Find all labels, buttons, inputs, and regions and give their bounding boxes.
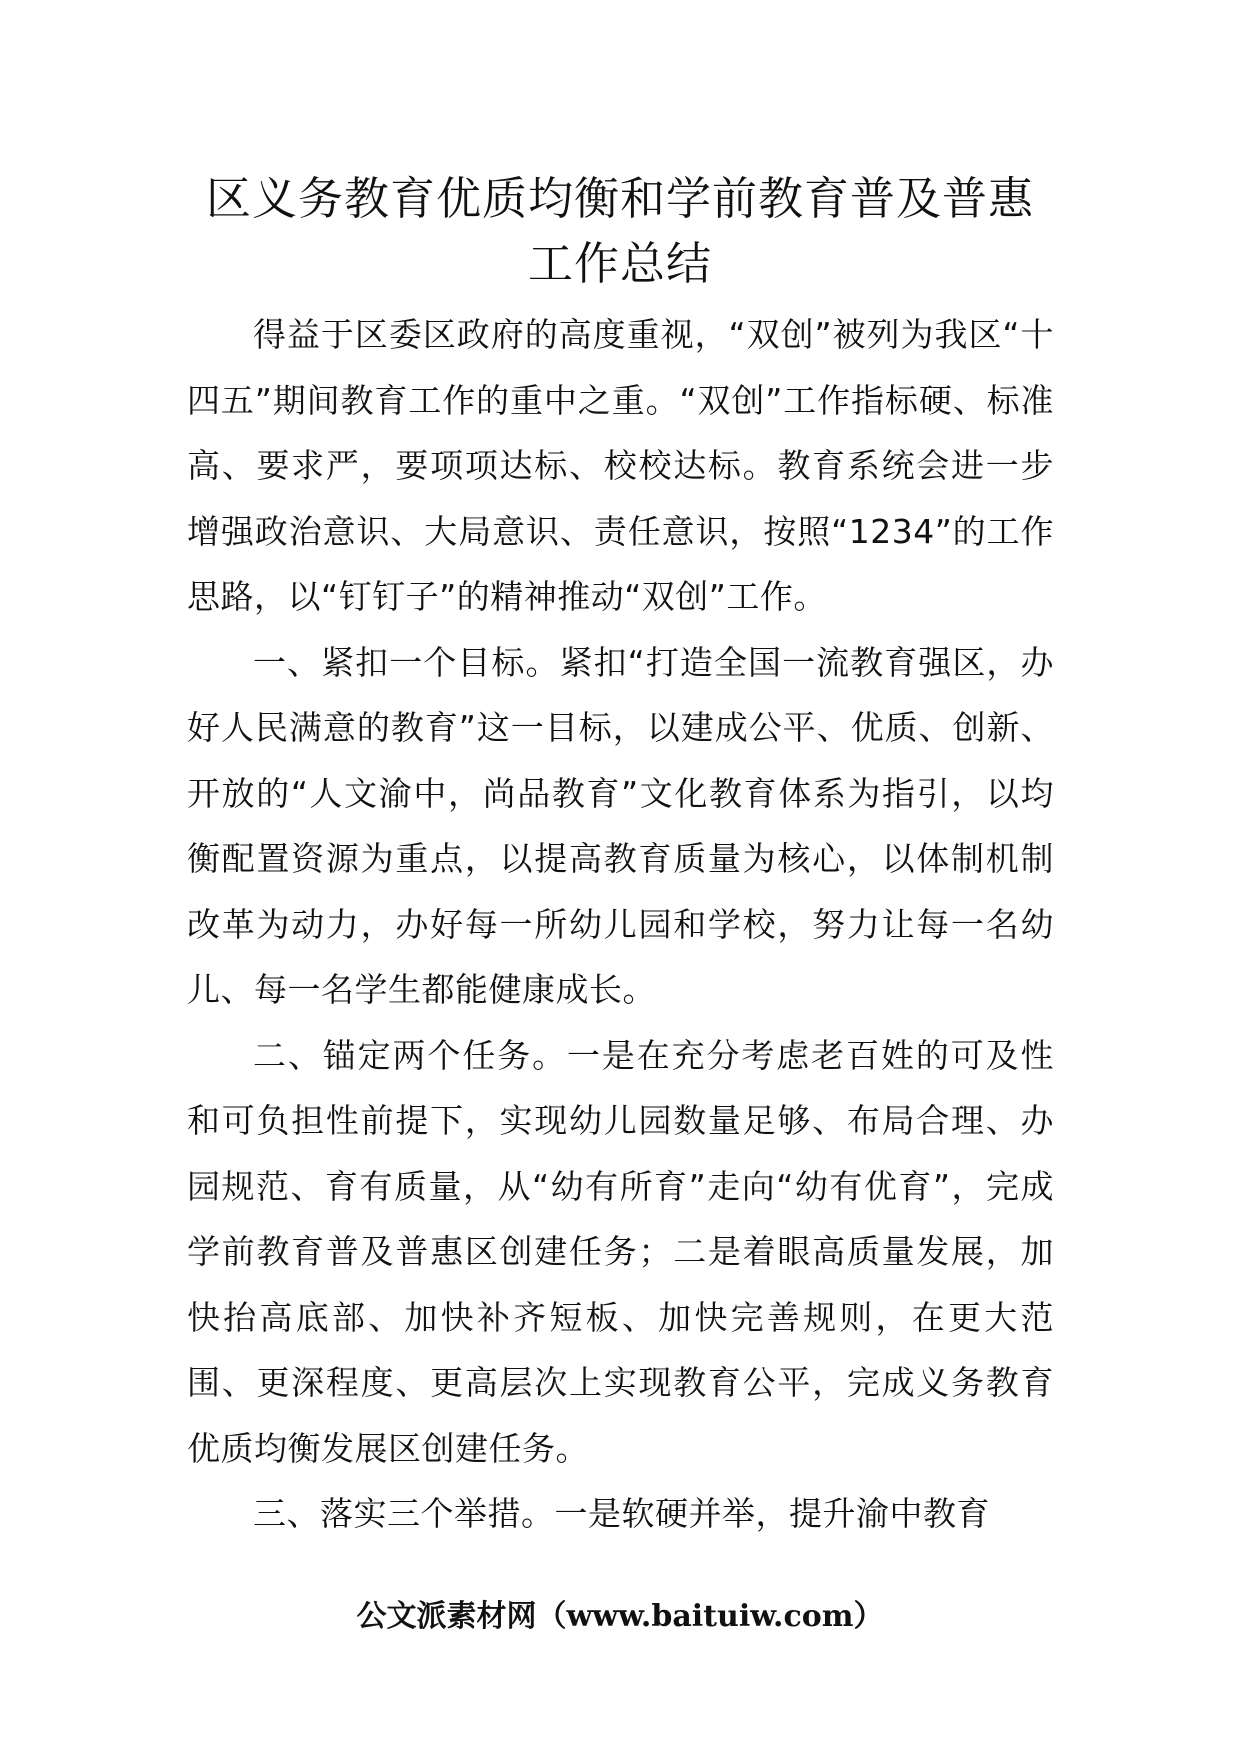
document-title-line-2: 工作总结	[527, 237, 712, 290]
page-footer-watermark: 公文派素材网（www.baituiw.com）	[356, 1599, 884, 1634]
paragraph-section-2: 二、锚定两个任务。一是在充分考虑老百姓的可及性和可负担性前提下，实现幼儿园数量足够、布局合理、办园规范、育有质量，从“幼有所育”走向“幼有优育”，完成学前教育普及普惠区创建任务；二是着眼高质量发展，加快抬高底部、加快补齐短板、加快完善规则，在更大范围、更深程度、更高层次上实现教育公平，完成义务教育优质均衡发展区创建任务。	[187, 1035, 1054, 1468]
paragraph-section-1: 一、紧扣一个目标。紧扣“打造全国一流教育强区，办好人民满意的教育”这一目标，以建成公平、优质、创新、开放的“人文渝中，尚品教育”文化教育体系为指引，以均衡配置资源为重点，以提高教育质量为核心，以体制机制改革为动力，办好每一所幼儿园和学校，努力让每一名幼儿、每一名学生都能健康成长。	[187, 642, 1054, 1009]
document-title-line-1: 区义务教育优质均衡和学前教育普及普惠	[205, 172, 1034, 225]
document-body	[187, 302, 1054, 1547]
paragraph-section-3: 三、落实三个举措。一是软硬并举，提升渝中教育	[253, 1494, 990, 1533]
paragraph-intro: 得益于区委区政府的高度重视，“双创”被列为我区“十四五”期间教育工作的重中之重。“双创”工作指标硬、标准高、要求严，要项项达标、校校达标。教育系统会进一步增强政治意识、大局意识、责任意识，按照“1234”的工作思路，以“钉钉子”的精神推动“双创”工作。	[187, 315, 1054, 616]
